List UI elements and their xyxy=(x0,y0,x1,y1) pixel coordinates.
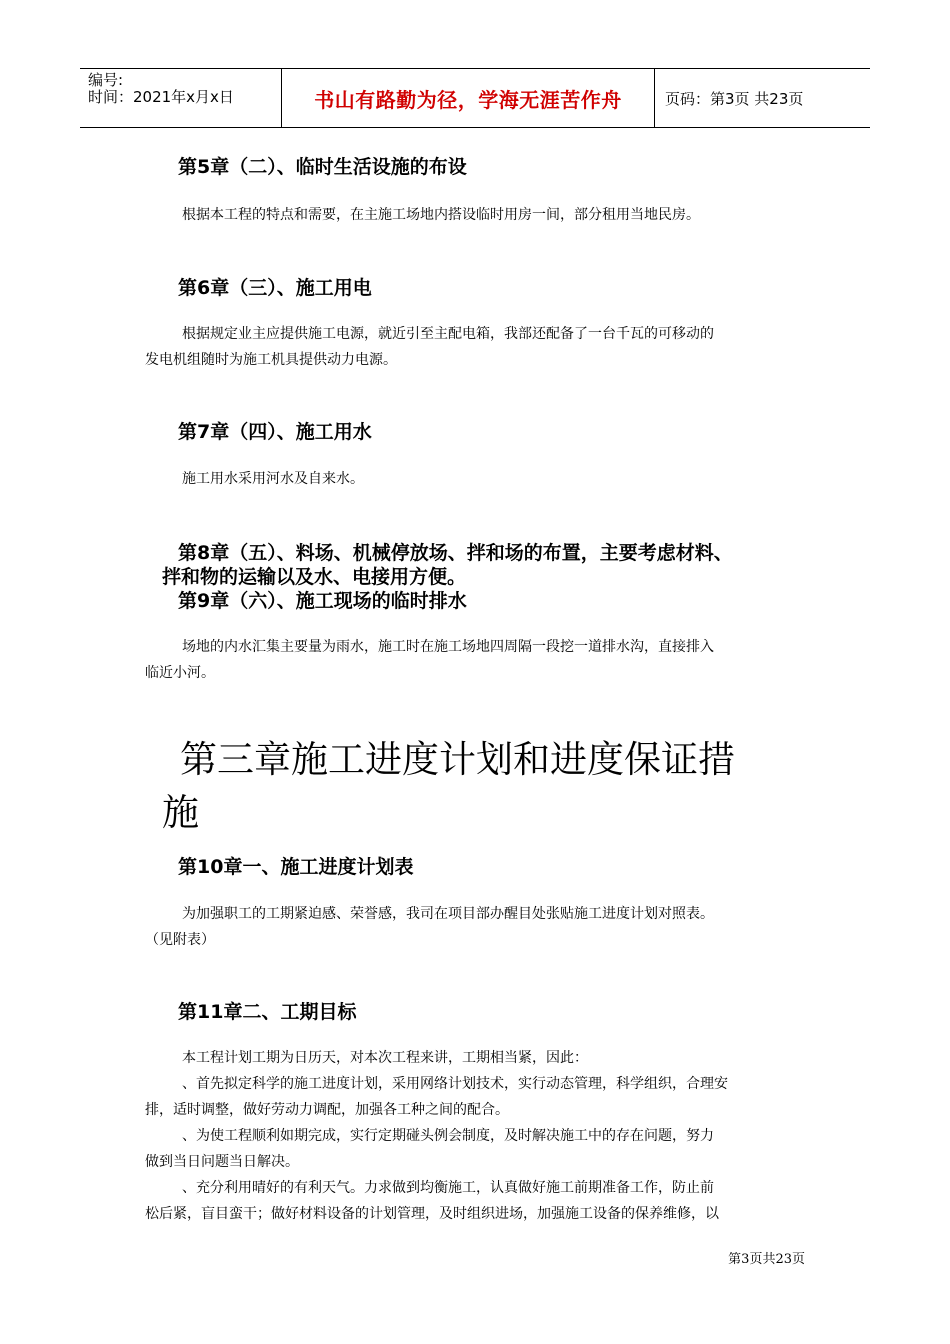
paragraph: 本工程计划工期为日历天，对本次工程来讲，工期相当紧，因此： xyxy=(182,1050,588,1066)
paragraph: 根据规定业主应提供施工电源，就近引至主配电箱，我部还配备了一台千瓦的可移动的 xyxy=(182,326,714,342)
section-heading: 第7章（四）、施工用水 xyxy=(178,421,372,443)
paragraph: （见附表） xyxy=(145,932,215,948)
page-header xyxy=(80,68,870,128)
paragraph: 松后紧，盲目蛮干；做好材料设备的计划管理，及时组织进场，加强施工设备的保养维修，以 xyxy=(145,1206,719,1222)
header-meta xyxy=(80,69,281,127)
chapter-title: 第三章施工进度计划和进度保证措 xyxy=(180,738,735,781)
paragraph: 、充分利用晴好的有利天气。力求做到均衡施工，认真做好施工前期准备工作，防止前 xyxy=(182,1180,714,1196)
motto-text: 书山有路勤为径，学海无涯苦作舟 xyxy=(314,87,622,112)
paragraph: 、首先拟定科学的施工进度计划，采用网络计划技术，实行动态管理，科学组织，合理安 xyxy=(182,1076,728,1092)
section-heading: 第6章（三）、施工用电 xyxy=(178,277,372,299)
paragraph: 、为使工程顺利如期完成，实行定期碰头例会制度，及时解决施工中的存在问题，努力 xyxy=(182,1128,714,1144)
chapter-title-cont: 施 xyxy=(162,791,199,834)
header-motto-cell xyxy=(281,69,655,127)
header-page-cell xyxy=(655,69,870,127)
paragraph: 发电机组随时为施工机具提供动力电源。 xyxy=(145,352,397,368)
paragraph: 场地的内水汇集主要量为雨水，施工时在施工场地四周隔一段挖一道排水沟，直接排入 xyxy=(182,639,714,655)
paragraph: 根据本工程的特点和需要，在主施工场地内搭设临时用房一间，部分租用当地民房。 xyxy=(182,207,700,223)
section-heading: 第9章（六）、施工现场的临时排水 xyxy=(178,590,467,612)
paragraph: 做到当日问题当日解决。 xyxy=(145,1154,299,1170)
number-label: 编号: xyxy=(88,71,124,89)
section-heading: 第8章（五）、料场、机械停放场、拌和场的布置，主要考虑材料、 xyxy=(178,542,733,564)
section-heading: 第10章一、施工进度计划表 xyxy=(178,856,414,878)
page-label: 页码：第3页 共23页 xyxy=(665,89,804,108)
page-footer: 第3页共23页 xyxy=(728,1252,805,1267)
date-label: 时间：2021年x月x日 xyxy=(88,88,234,106)
section-heading: 第5章（二）、临时生活设施的布设 xyxy=(178,156,467,178)
section-heading-cont: 拌和物的运输以及水、电接用方便。 xyxy=(162,566,467,588)
paragraph: 临近小河。 xyxy=(145,665,215,681)
paragraph: 为加强职工的工期紧迫感、荣誉感，我司在项目部办醒目处张贴施工进度计划对照表。 xyxy=(182,906,714,922)
paragraph: 施工用水采用河水及自来水。 xyxy=(182,471,364,487)
paragraph: 排，适时调整，做好劳动力调配，加强各工种之间的配合。 xyxy=(145,1102,509,1118)
section-heading: 第11章二、工期目标 xyxy=(178,1001,357,1023)
